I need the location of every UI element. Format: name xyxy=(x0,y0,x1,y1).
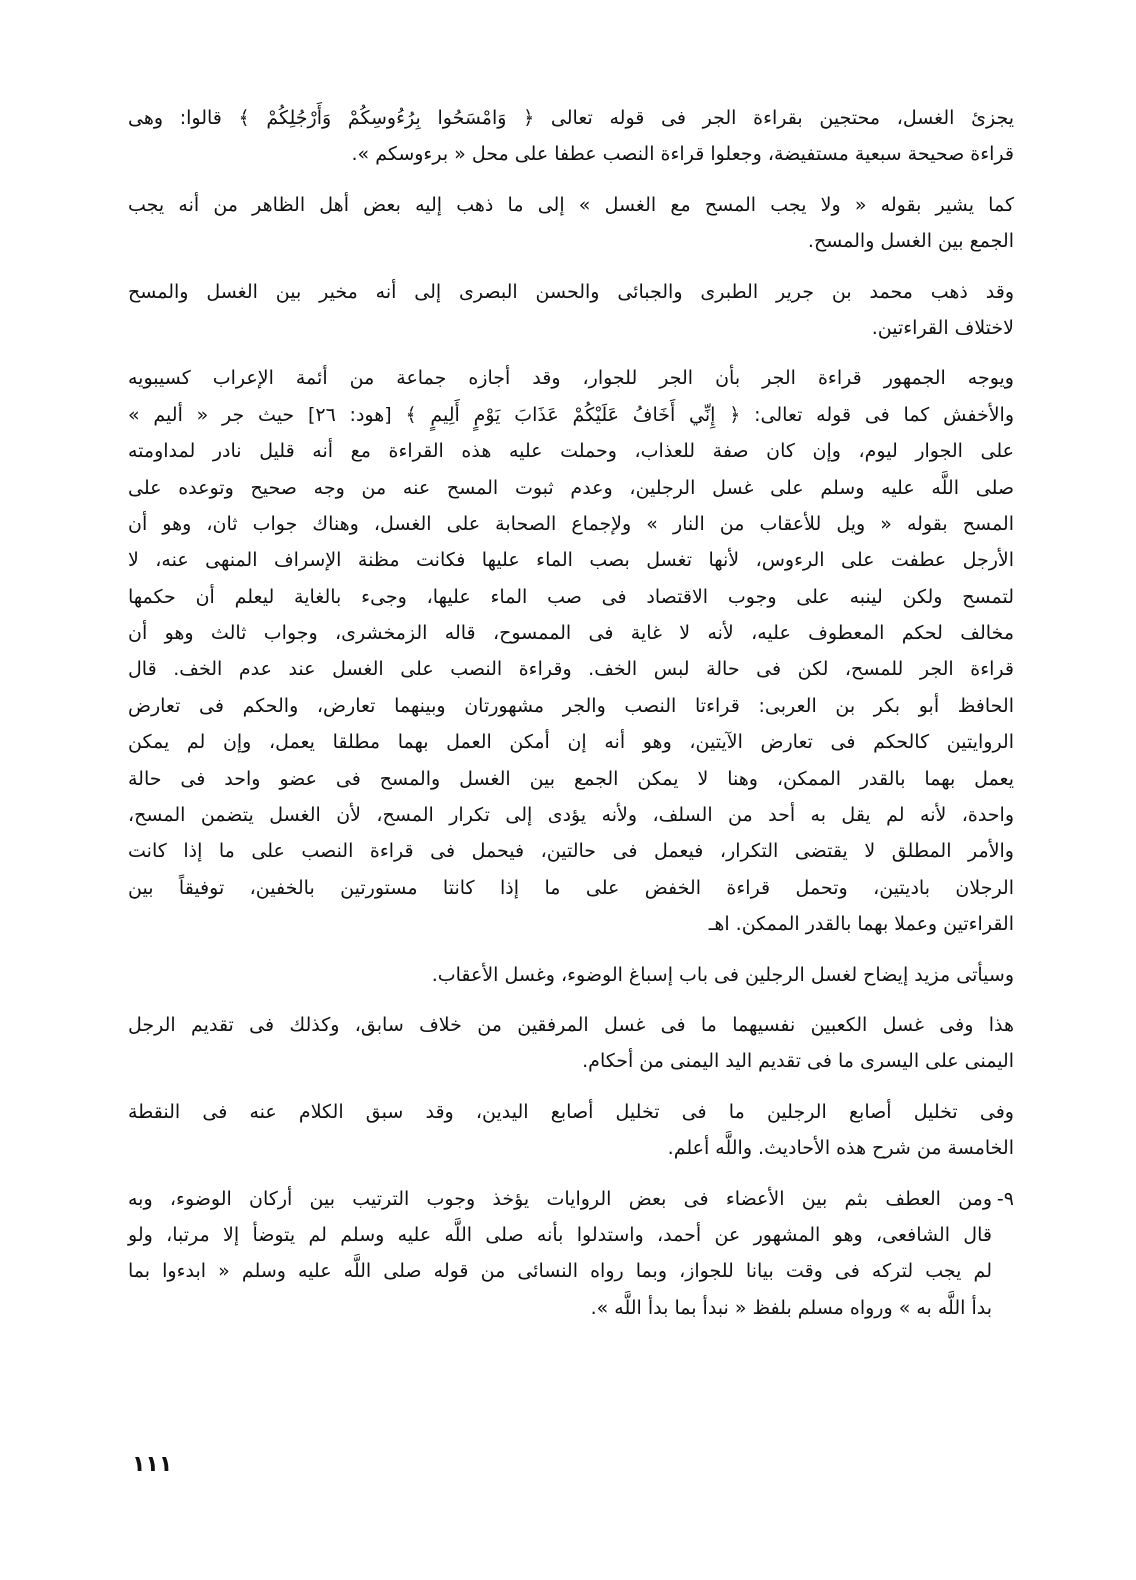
text-line: الروايتين كالحكم فى تعارض الآيتين، وهو أنه إن أمكن العمل بهما مطلقا يعمل، وإن لم يمكن xyxy=(128,731,1014,754)
page-body xyxy=(128,100,1014,1340)
text-line: الجمع بين الغسل والمسح. xyxy=(807,230,1014,253)
text-line: الحافظ أبو بكر بن العربى: قراءتا النصب والجر مشهورتان وبينهما تعارض، والحكم فى تعارض xyxy=(128,694,1014,717)
text-line: لم يجب لتركه فى وقت بيانا للجواز، وبما رواه النسائى من قوله صلى اللَّه عليه وسلم « ابدءوا بما xyxy=(128,1260,992,1283)
text-line: المسح بقوله « ويل للأعقاب من النار » ولإجماع الصحابة على الغسل، وهناك جواب ثان، وهو أن xyxy=(128,512,1014,535)
text-line: يعمل بهما بالقدر الممكن، وهنا لا يمكن الجمع بين الغسل والمسح فى عضو واحد فى حالة xyxy=(128,767,1014,790)
text-line: الرجلان باديتين، وتحمل قراءة الخفض على ما إذا كانتا مستورتين بالخفين، توفيقاً بين xyxy=(128,876,1014,899)
text-line: الخامسة من شرح هذه الأحاديث. واللَّه أعلم. xyxy=(667,1137,1014,1160)
paragraph xyxy=(128,957,1014,993)
paragraph xyxy=(128,1181,1014,1327)
paragraph xyxy=(128,360,1014,942)
text-line: مخالف لحكم المعطوف عليه، لأنه لا غاية فى الممسوح، قاله الزمخشرى، وجواب ثالث وهو أن xyxy=(128,622,1014,645)
text-line: وسيأتى مزيد إيضاح لغسل الرجلين فى باب إسباغ الوضوء، وغسل الأعقاب. xyxy=(431,963,1014,986)
text-line: لتمسح ولكن لينبه على وجوب الاقتصاد فى صب الماء عليها، وجىء بالغاية ليعلم أن حكمها xyxy=(128,585,1014,608)
text-line: قال الشافعى، وهو المشهور عن أحمد، واستدلوا بأنه صلى اللَّه عليه وسلم لم يتوضأ إلا مرتبا، ولو xyxy=(128,1223,992,1246)
text-line: ومن العطف بثم بين الأعضاء فى بعض الروايات يؤخذ وجوب الترتيب بين أركان الوضوء، وبه xyxy=(128,1187,992,1210)
text-line: اليمنى على اليسرى ما فى تقديم اليد اليمنى من أحكام. xyxy=(582,1050,1014,1073)
text-line: قراءة الجر للمسح، لكن فى حالة لبس الخف. وقراءة النصب على الغسل عند عدم الخف. قال xyxy=(128,658,1014,681)
text-line: والأخفش كما فى قوله تعالى: ﴿ إِنِّي أَخَافُ عَلَيْكُمْ عَذَابَ يَوْمٍ أَلِيمٍ ﴾ [هود: ٢٦] حيث جر « أليم » xyxy=(128,403,1014,426)
text-line: واحدة، لأنه لم يقل به أحد من السلف، ولأنه يؤدى إلى تكرار المسح، لأن الغسل يتضمن المسح، xyxy=(128,804,1014,827)
text-line: صلى اللَّه عليه وسلم على غسل الرجلين، وعدم ثبوت المسح عنه من وجه صحيح وتوعده على xyxy=(128,476,1014,499)
list-number: ٩- xyxy=(996,1187,1014,1210)
paragraph xyxy=(128,187,1014,260)
paragraph xyxy=(128,274,1014,347)
text-line: هذا وفى غسل الكعبين نفسيهما ما فى غسل المرفقين من خلاف سابق، وكذلك فى تقديم الرجل xyxy=(128,1013,1014,1036)
text-line: لاختلاف القراءتين. xyxy=(871,316,1014,339)
paragraph xyxy=(128,1094,1014,1167)
text-line: على الجوار ليوم، وإن كان صفة للعذاب، وحملت عليه هذه القراءة مع أنه قليل نادر لمداومته xyxy=(128,440,1014,463)
paragraph xyxy=(128,100,1014,173)
text-line: وفى تخليل أصابع الرجلين ما فى تخليل أصابع اليدين، وقد سبق الكلام عنه فى النقطة xyxy=(128,1100,1014,1123)
paragraph xyxy=(128,1007,1014,1080)
text-line: يجزئ الغسل، محتجين بقراءة الجر فى قوله تعالى ﴿ وَامْسَحُوا بِرُءُوسِكُمْ وَأَرْجُلِكُمْ ﴾ قالوا: وهى xyxy=(128,107,1014,129)
text-line: وقد ذهب محمد بن جرير الطبرى والجبائى والحسن البصرى إلى أنه مخير بين الغسل والمسح xyxy=(128,280,1014,303)
text-line: كما يشير بقوله « ولا يجب المسح مع الغسل » إلى ما ذهب إليه بعض أهل الظاهر من أنه يجب xyxy=(128,193,1014,216)
text-line: ويوجه الجمهور قراءة الجر بأن الجر للجوار، وقد أجازه جماعة من أئمة الإعراب كسيبويه xyxy=(128,367,1014,390)
text-line: الأرجل عطفت على الرءوس، لأنها تغسل بصب الماء عليها فكانت مظنة الإسراف المنهى عنه، لا xyxy=(128,549,1014,572)
text-line: بدأ اللَّه به » ورواه مسلم بلفظ « نبدأ بما بدأ اللَّه ». xyxy=(590,1296,992,1319)
text-line: القراءتين وعملا بهما بالقدر الممكن. اهـ xyxy=(708,913,1014,936)
page-number: ١١١ xyxy=(132,1452,173,1477)
text-line: قراءة صحيحة سبعية مستفيضة، وجعلوا قراءة النصب عطفا على محل « برءوسكم ». xyxy=(351,143,1014,166)
text-line: والأمر المطلق لا يقتضى التكرار، فيعمل فى حالتين، فيحمل فى قراءة النصب على ما إذا كانت xyxy=(128,840,1014,863)
